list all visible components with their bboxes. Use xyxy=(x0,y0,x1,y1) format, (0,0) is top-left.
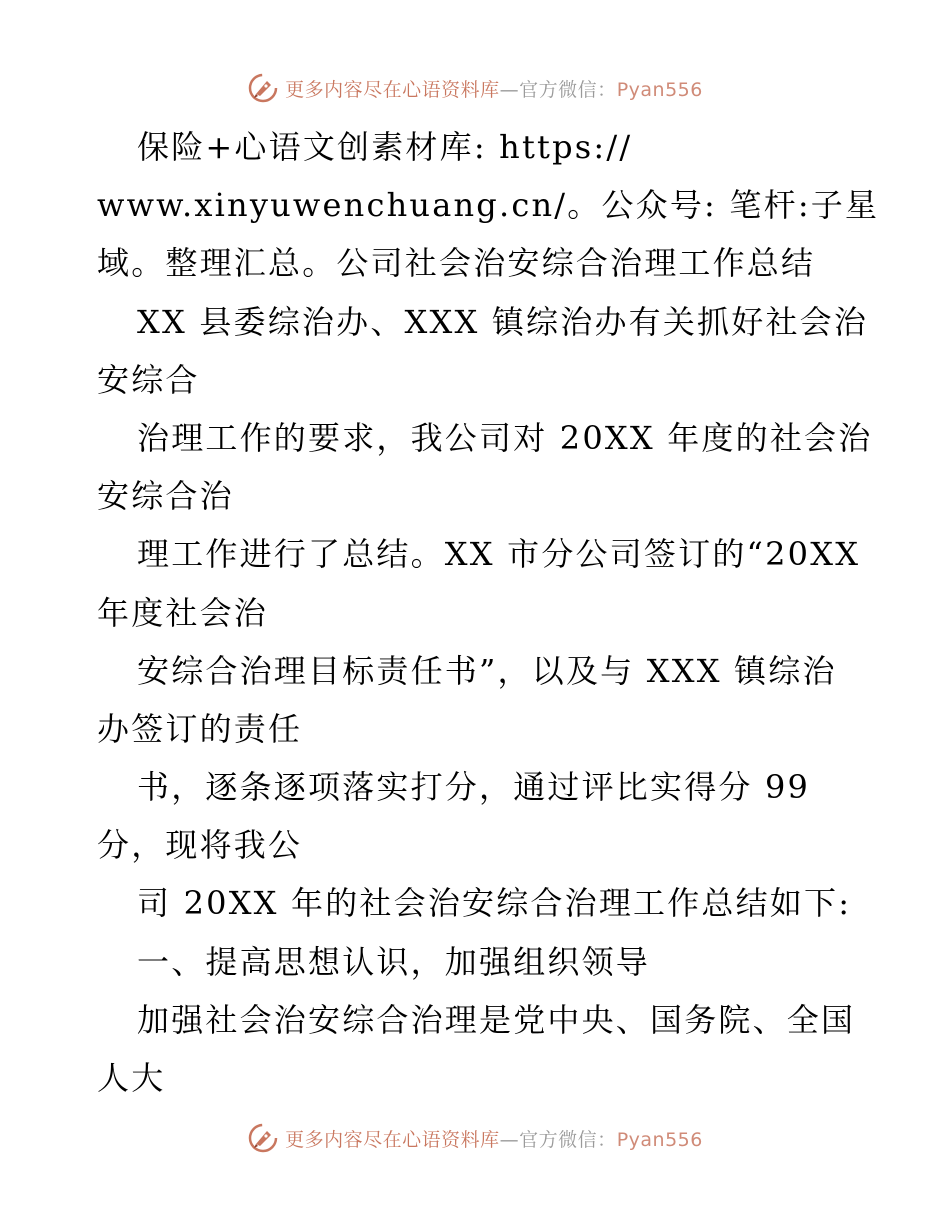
banner-wechat-label: 官方微信： xyxy=(519,1128,617,1151)
footer-banner xyxy=(0,1122,950,1154)
text-line: 理工作进行了总结。XX 市分公司签订的“20XX xyxy=(137,535,861,574)
text-line: 办签订的责任 xyxy=(97,709,303,748)
text-line: 年度社会治 xyxy=(97,593,269,632)
banner-wechat-label: 官方微信： xyxy=(519,78,617,101)
text-line: 书，逐条逐项落实打分，通过评比实得分 99 xyxy=(137,768,811,807)
banner-separator: — xyxy=(499,1128,520,1151)
banner-wechat-id: Pyan556 xyxy=(616,78,703,101)
section-heading: 一、提高思想认识，加强组织领导 xyxy=(137,942,651,981)
header-banner xyxy=(0,72,950,104)
text-line: 安综合治理目标责任书”，以及与 XXX 镇综治 xyxy=(137,651,837,690)
banner-title: 更多内容尽在心语资料库 xyxy=(285,1128,500,1151)
pen-nib-logo-icon xyxy=(247,1122,279,1154)
text-line: 人大 xyxy=(97,1059,166,1097)
text-line: www.xinyuwenchuang.cn/。公众号: 笔杆:子星 xyxy=(97,186,880,225)
banner-wechat-id: Pyan556 xyxy=(616,1128,703,1151)
text-line: 域。整理汇总。公司社会治安综合治理工作总结 xyxy=(97,244,816,283)
banner-text xyxy=(285,1125,703,1152)
text-line: 加强社会治安综合治理是党中央、国务院、全国 xyxy=(137,1000,856,1039)
text-line: 保险+心语文创素材库: https:// xyxy=(137,128,633,166)
text-line: 分，现将我公 xyxy=(97,826,303,865)
document-body xyxy=(97,118,880,1107)
text-line: 治理工作的要求，我公司对 20XX 年度的社会治 xyxy=(137,418,873,457)
text-line: 安综合治 xyxy=(97,477,234,516)
text-line: 安综合 xyxy=(97,360,200,399)
text-line: XX 县委综治办、XXX 镇综治办有关抓好社会治 xyxy=(137,302,869,341)
text-line: 司 20XX 年的社会治安综合治理工作总结如下: xyxy=(137,884,852,923)
pen-nib-logo-icon xyxy=(247,72,279,104)
banner-separator: — xyxy=(499,78,520,101)
banner-text xyxy=(285,75,703,102)
banner-title: 更多内容尽在心语资料库 xyxy=(285,78,500,101)
